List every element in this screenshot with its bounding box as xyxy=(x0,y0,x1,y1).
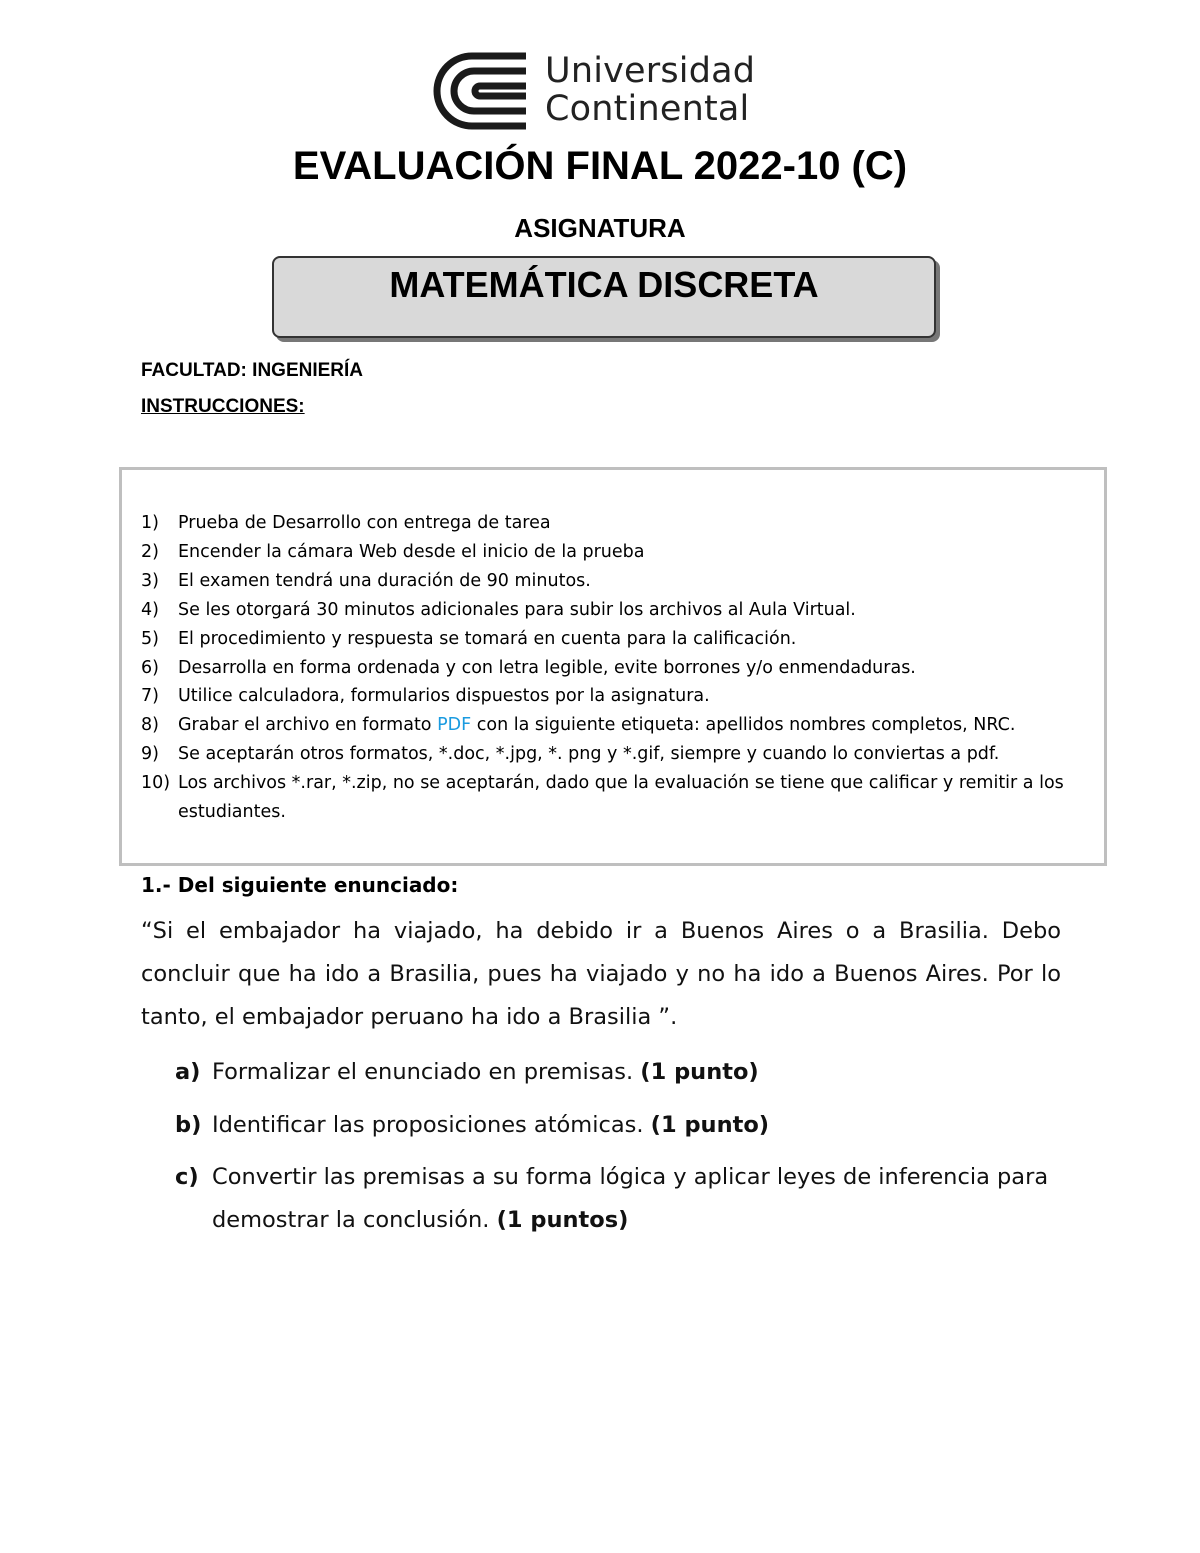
subject-label: ASIGNATURA xyxy=(514,213,686,243)
instruction-text: Se les otorgará 30 minutos adicionales para subir los archivos al Aula Virtual. xyxy=(178,599,856,620)
instruction-number: 1) xyxy=(141,513,159,533)
instruction-number: 7) xyxy=(141,686,159,707)
faculty-line: FACULTAD: INGENIERÍA xyxy=(141,360,364,381)
instruction-item xyxy=(141,509,1091,538)
instruction-number: 3) xyxy=(141,570,159,591)
instruction-number: 4) xyxy=(141,599,159,620)
item-text: Formalizar el enunciado en premisas. xyxy=(212,1059,641,1085)
instruction-number: 5) xyxy=(141,628,159,649)
instruction-item xyxy=(141,538,1091,567)
instruction-text: Encender la cámara Web desde el inicio de la prueba xyxy=(178,541,645,562)
universidad-continental-logo-mark-icon xyxy=(432,50,532,132)
instruction-item xyxy=(141,625,1091,654)
instruction-number: 8) xyxy=(141,715,159,736)
instruction-item xyxy=(141,711,1091,740)
instruction-item xyxy=(141,740,1091,769)
instruction-number: 9) xyxy=(141,744,159,765)
item-points: (1 punto) xyxy=(650,1112,770,1138)
instruction-number: 6) xyxy=(141,657,159,678)
instruction-number: 10) xyxy=(141,773,171,794)
logo-line-2: Continental xyxy=(545,89,750,129)
instructions-list xyxy=(141,509,1091,827)
question-1-statement: “Si el embajador ha viajado, ha debido ir a Buenos Aires o a Brasilia. Debo concluir que ha ido a Brasilia, pues ha viajado y no ha ido a Buenos Aires. Por lo tanto, el embajador peruano ha ido a Brasilia ”. xyxy=(141,918,1061,1030)
instruction-number: 2) xyxy=(141,541,159,562)
instruction-text: El procedimiento y respuesta se tomará en cuenta para la calificación. xyxy=(178,628,797,649)
instruction-text: Prueba de Desarrollo con entrega de tarea xyxy=(178,513,551,533)
item-text: Convertir las premisas a su forma lógica y aplicar leyes de inferencia para demostrar la conclusión. xyxy=(212,1164,1049,1233)
university-logo xyxy=(432,50,772,132)
instruction-text: Desarrolla en forma ordenada y con letra legible, evite borrones y/o enmendaduras. xyxy=(178,657,916,678)
instruction-text: Los archivos *.rar, *.zip, no se aceptarán, dado que la evaluación se tiene que calificar y remitir a los estudiantes. xyxy=(178,773,1064,823)
instruction-text-before: Grabar el archivo en formato xyxy=(178,715,438,736)
instruction-item xyxy=(141,596,1091,625)
subject-box xyxy=(272,256,936,338)
item-letter: c) xyxy=(175,1164,199,1190)
item-points: (1 punto) xyxy=(640,1059,759,1085)
instruction-text-after: con la siguiente etiqueta: apellidos nombres completos, NRC. xyxy=(471,715,1016,736)
question-1-item-b xyxy=(175,1104,1065,1147)
question-1-heading: 1.- Del siguiente enunciado: xyxy=(141,873,459,897)
pdf-highlight: PDF xyxy=(437,715,472,736)
instruction-item xyxy=(141,682,1091,711)
instruction-item xyxy=(141,654,1091,683)
question-1-item-a xyxy=(175,1051,1065,1094)
item-letter: a) xyxy=(175,1059,201,1085)
instruction-item xyxy=(141,567,1091,596)
instruction-text: El examen tendrá una duración de 90 minutos. xyxy=(178,570,591,591)
instruction-text: Utilice calculadora, formularios dispuestos por la asignatura. xyxy=(178,686,710,707)
logo-line-1: Universidad xyxy=(545,51,756,91)
subject-name: MATEMÁTICA DISCRETA xyxy=(389,264,819,305)
item-letter: b) xyxy=(175,1112,202,1138)
question-1-item-c xyxy=(175,1156,1065,1242)
exam-title: EVALUACIÓN FINAL 2022-10 (C) xyxy=(292,144,908,188)
instruction-text: Se aceptarán otros formatos, *.doc, *.jpg, *. png y *.gif, siempre y cuando lo conviertas a pdf. xyxy=(178,744,1000,765)
instruction-item xyxy=(141,769,1091,827)
instructions-heading: INSTRUCCIONES: xyxy=(141,396,305,417)
logo-wordmark xyxy=(545,52,755,128)
item-points: (1 puntos) xyxy=(496,1207,629,1233)
item-text: Identificar las proposiciones atómicas. xyxy=(212,1112,651,1138)
